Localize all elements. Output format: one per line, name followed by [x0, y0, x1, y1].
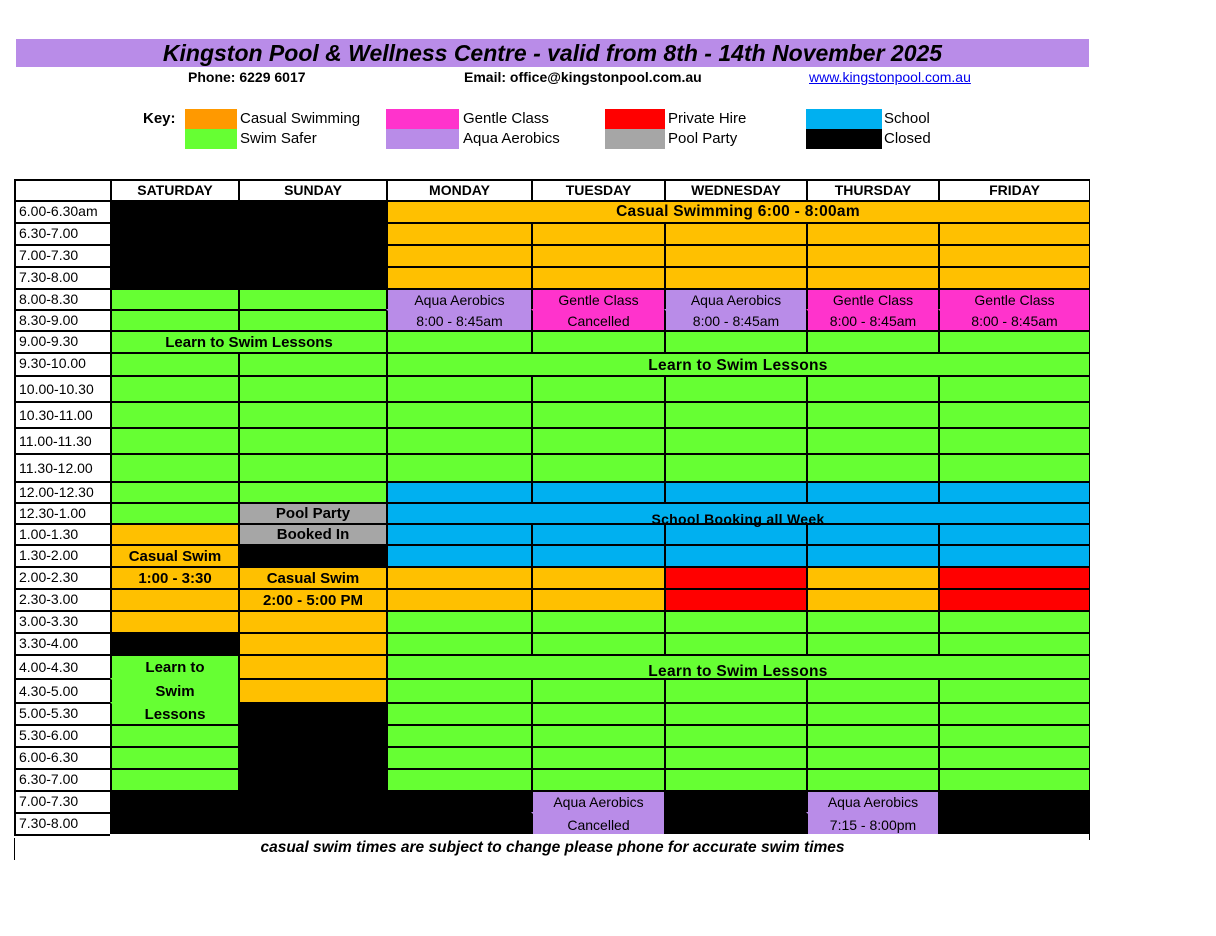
slot-swim-lessons	[531, 427, 664, 453]
header-corner	[14, 179, 110, 200]
slot-swim-lessons	[238, 453, 386, 481]
slot-swim-lessons	[664, 632, 806, 654]
saturday-learn-pm-line3: Lessons	[110, 702, 238, 724]
time-label: 2.00-2.30	[14, 566, 110, 588]
time-label: 4.30-5.00	[14, 678, 110, 702]
saturday-casual-swim-label: Casual Swim	[110, 544, 238, 566]
slot-casual-swim	[806, 244, 938, 266]
slot-casual-swim	[238, 678, 386, 702]
slot-swim-lessons	[238, 352, 386, 375]
slot-swim-lessons	[806, 702, 938, 724]
time-label: 7.30-8.00	[14, 812, 110, 834]
slot-swim-lessons	[110, 401, 238, 427]
time-label: 9.00-9.30	[14, 330, 110, 352]
slot-private-hire	[938, 566, 1089, 588]
key-swatch-gentle-class	[386, 109, 459, 129]
slot-swim-lessons	[238, 375, 386, 401]
slot-swim-lessons	[938, 632, 1089, 654]
slot-closed	[238, 200, 386, 288]
slot-casual-swim	[238, 654, 386, 678]
slot-swim-lessons	[806, 401, 938, 427]
footer-note: casual swim times are subject to change please phone for accurate swim times	[260, 839, 845, 856]
time-label: 12.00-12.30	[14, 481, 110, 502]
slot-casual-swim	[110, 610, 238, 632]
time-label: 1.00-1.30	[14, 523, 110, 544]
slot-casual-swim	[386, 222, 531, 244]
tuesday-pm-class-name: Aqua Aerobics	[531, 790, 664, 812]
slot-swim-lessons	[110, 288, 238, 309]
slot-swim-lessons	[110, 453, 238, 481]
time-label: 3.30-4.00	[14, 632, 110, 654]
tuesday-am-class-status: Cancelled	[531, 309, 664, 330]
slot-closed	[386, 790, 531, 834]
day-header-wednesday: WEDNESDAY	[664, 179, 806, 200]
slot-swim-lessons	[238, 481, 386, 502]
thursday-am-class-time: 8:00 - 8:45am	[806, 309, 938, 330]
slot-swim-lessons	[110, 746, 238, 768]
saturday-learn-to-swim-label: Learn to Swim Lessons	[110, 330, 386, 352]
time-label: 6.30-7.00	[14, 768, 110, 790]
slot-swim-lessons	[110, 375, 238, 401]
slot-swim-lessons	[664, 330, 806, 352]
key-swatch-school	[806, 109, 882, 129]
slot-swim-lessons	[938, 746, 1089, 768]
slot-swim-lessons	[806, 768, 938, 790]
slot-swim-lessons	[806, 453, 938, 481]
time-label: 12.30-1.00	[14, 502, 110, 523]
slot-swim-lessons	[386, 453, 531, 481]
phone-text: Phone: 6229 6017	[188, 69, 306, 85]
day-header-sunday: SUNDAY	[238, 179, 386, 200]
time-label: 6.00-6.30	[14, 746, 110, 768]
slot-swim-lessons	[664, 724, 806, 746]
slot-swim-lessons	[806, 330, 938, 352]
time-label: 7.00-7.30	[14, 790, 110, 812]
slot-swim-lessons	[110, 481, 238, 502]
slot-swim-lessons	[386, 610, 531, 632]
slot-closed	[238, 702, 386, 834]
slot-swim-lessons	[664, 427, 806, 453]
slot-casual-swim	[386, 588, 531, 610]
slot-swim-lessons	[938, 375, 1089, 401]
slot-swim-lessons	[531, 768, 664, 790]
slot-casual-swim	[806, 566, 938, 588]
time-label: 8.30-9.00	[14, 309, 110, 330]
slot-private-hire	[664, 588, 806, 610]
slot-casual-swim	[238, 610, 386, 632]
slot-swim-lessons	[238, 288, 386, 309]
key-label-gentle-class: Gentle Class	[463, 110, 549, 127]
key-swatch-casual-swimming	[185, 109, 237, 129]
time-label: 11.00-11.30	[14, 427, 110, 453]
slot-swim-lessons	[664, 768, 806, 790]
slot-swim-lessons	[664, 375, 806, 401]
slot-swim-lessons	[386, 702, 531, 724]
key-swatch-pool-party	[605, 129, 665, 149]
key-label-casual-swimming: Casual Swimming	[240, 110, 361, 127]
time-label: 8.00-8.30	[14, 288, 110, 309]
thursday-pm-class-name: Aqua Aerobics	[806, 790, 938, 812]
slot-casual-swim	[664, 222, 806, 244]
slot-swim-lessons	[806, 724, 938, 746]
key-swatch-aqua-aerobics	[386, 129, 459, 149]
slot-swim-lessons	[938, 610, 1089, 632]
slot-swim-lessons	[806, 375, 938, 401]
slot-school	[531, 481, 664, 502]
sunday-casual-swim-time: 2:00 - 5:00 PM	[238, 588, 386, 610]
slot-casual-swim	[531, 566, 664, 588]
learn-to-swim-pm-banner: Learn to Swim Lessons	[648, 663, 828, 680]
slot-swim-lessons	[664, 702, 806, 724]
slot-swim-lessons	[806, 632, 938, 654]
learn-to-swim-am-banner: Learn to Swim Lessons	[648, 357, 828, 374]
slot-swim-lessons	[806, 746, 938, 768]
slot-swim-lessons	[386, 724, 531, 746]
key-label-pool-party: Pool Party	[668, 130, 738, 147]
slot-school	[664, 544, 806, 566]
slot-swim-lessons	[238, 401, 386, 427]
slot-swim-lessons	[531, 453, 664, 481]
monday-am-class-time: 8:00 - 8:45am	[386, 309, 531, 330]
website-link[interactable]: www.kingstonpool.com.au	[809, 69, 971, 85]
slot-swim-lessons	[664, 610, 806, 632]
slot-swim-lessons	[664, 401, 806, 427]
slot-swim-lessons	[386, 427, 531, 453]
key-label-swim-safer: Swim Safer	[240, 130, 317, 147]
thursday-am-class-name: Gentle Class	[806, 288, 938, 309]
time-label: 5.30-6.00	[14, 724, 110, 746]
slot-closed	[110, 200, 238, 288]
time-label: 9.30-10.00	[14, 352, 110, 375]
slot-swim-lessons	[531, 746, 664, 768]
friday-am-class-name: Gentle Class	[938, 288, 1089, 309]
slot-school	[806, 481, 938, 502]
key-label-school: School	[884, 110, 930, 127]
slot-casual-swim	[938, 222, 1089, 244]
slot-swim-lessons	[386, 401, 531, 427]
slot-swim-lessons	[806, 610, 938, 632]
tuesday-am-class-name: Gentle Class	[531, 288, 664, 309]
casual-morning-banner: Casual Swimming 6:00 - 8:00am	[616, 203, 860, 220]
slot-casual-swim	[531, 244, 664, 266]
time-label: 1.30-2.00	[14, 544, 110, 566]
slot-swim-lessons	[938, 724, 1089, 746]
slot-casual-swim	[238, 632, 386, 654]
slot-swim-lessons	[531, 632, 664, 654]
saturday-casual-swim-time: 1:00 - 3:30	[110, 566, 238, 588]
slot-closed	[938, 790, 1089, 834]
slot-swim-lessons	[386, 746, 531, 768]
key-title: Key:	[143, 110, 176, 127]
tuesday-pm-class-status: Cancelled	[531, 812, 664, 834]
timetable	[14, 179, 1090, 840]
key-label-private-hire: Private Hire	[668, 110, 747, 127]
slot-school	[938, 544, 1089, 566]
time-label: 11.30-12.00	[14, 453, 110, 481]
saturday-learn-pm-line1: Learn to	[110, 654, 238, 678]
slot-casual-swim	[531, 266, 664, 288]
slot-swim-lessons	[531, 610, 664, 632]
slot-closed	[110, 632, 238, 654]
slot-swim-lessons	[386, 632, 531, 654]
sunday-pool-party-label: Pool Party	[238, 502, 386, 523]
key-swatch-private-hire	[605, 109, 665, 129]
time-label: 4.00-4.30	[14, 654, 110, 678]
slot-casual-swim	[938, 266, 1089, 288]
slot-casual-swim	[531, 222, 664, 244]
slot-swim-lessons	[531, 401, 664, 427]
saturday-learn-pm-line2: Swim	[110, 678, 238, 702]
slot-casual-swim	[531, 588, 664, 610]
time-label: 7.30-8.00	[14, 266, 110, 288]
time-label: 3.00-3.30	[14, 610, 110, 632]
sunday-pool-party-status: Booked In	[238, 523, 386, 544]
slot-swim-lessons	[531, 375, 664, 401]
key-swatch-closed	[806, 129, 882, 149]
key-label-closed: Closed	[884, 130, 931, 147]
slot-closed	[110, 790, 238, 834]
slot-school	[386, 481, 531, 502]
slot-casual-swim	[806, 588, 938, 610]
slot-swim-lessons	[664, 746, 806, 768]
time-label: 6.30-7.00	[14, 222, 110, 244]
day-header-saturday: SATURDAY	[110, 179, 238, 200]
slot-swim-lessons	[110, 502, 238, 523]
slot-swim-lessons	[238, 309, 386, 330]
slot-school	[938, 481, 1089, 502]
slot-private-hire	[938, 588, 1089, 610]
time-label: 6.00-6.30am	[14, 200, 110, 222]
thursday-pm-class-time: 7:15 - 8:00pm	[806, 812, 938, 834]
slot-swim-lessons	[806, 427, 938, 453]
time-label: 5.00-5.30	[14, 702, 110, 724]
slot-school	[531, 544, 664, 566]
slot-casual-swim	[110, 588, 238, 610]
wednesday-am-class-time: 8:00 - 8:45am	[664, 309, 806, 330]
day-header-tuesday: TUESDAY	[531, 179, 664, 200]
slot-closed	[238, 544, 386, 566]
page-title: Kingston Pool & Wellness Centre - valid from 8th - 14th November 2025	[162, 40, 943, 66]
slot-casual-swim	[806, 222, 938, 244]
slot-swim-lessons	[386, 330, 531, 352]
slot-swim-lessons	[386, 375, 531, 401]
slot-casual-swim	[664, 266, 806, 288]
time-label: 2.30-3.00	[14, 588, 110, 610]
slot-swim-lessons	[938, 427, 1089, 453]
slot-swim-lessons	[938, 453, 1089, 481]
email-text: Email: office@kingstonpool.com.au	[464, 69, 702, 85]
slot-swim-lessons	[938, 401, 1089, 427]
slot-school	[664, 481, 806, 502]
slot-swim-lessons	[110, 724, 238, 746]
day-header-monday: MONDAY	[386, 179, 531, 200]
slot-casual-swim	[386, 244, 531, 266]
slot-closed	[664, 790, 806, 834]
slot-casual-swim	[664, 244, 806, 266]
slot-swim-lessons	[938, 702, 1089, 724]
slot-swim-lessons	[531, 724, 664, 746]
slot-swim-lessons	[938, 768, 1089, 790]
slot-casual-swim	[386, 566, 531, 588]
slot-swim-lessons	[386, 768, 531, 790]
time-label: 10.00-10.30	[14, 375, 110, 401]
slot-swim-lessons	[110, 427, 238, 453]
slot-swim-lessons	[110, 309, 238, 330]
left-rule	[14, 838, 15, 860]
key-label-aqua-aerobics: Aqua Aerobics	[463, 130, 560, 147]
key-swatch-swim-safer	[185, 129, 237, 149]
day-header-thursday: THURSDAY	[806, 179, 938, 200]
slot-swim-lessons	[110, 768, 238, 790]
monday-am-class-name: Aqua Aerobics	[386, 288, 531, 309]
slot-casual-swim	[806, 266, 938, 288]
slot-school	[386, 544, 531, 566]
slot-swim-lessons	[531, 702, 664, 724]
sunday-casual-swim-label: Casual Swim	[238, 566, 386, 588]
school-booking-banner: School Booking all Week	[651, 511, 825, 527]
friday-am-class-time: 8:00 - 8:45am	[938, 309, 1089, 330]
slot-swim-lessons	[664, 453, 806, 481]
slot-casual-swim	[110, 523, 238, 544]
slot-swim-lessons	[531, 330, 664, 352]
slot-casual-swim	[938, 244, 1089, 266]
slot-swim-lessons	[238, 427, 386, 453]
day-header-friday: FRIDAY	[938, 179, 1089, 200]
slot-school	[806, 544, 938, 566]
slot-private-hire	[664, 566, 806, 588]
slot-swim-lessons	[938, 330, 1089, 352]
time-label: 7.00-7.30	[14, 244, 110, 266]
slot-casual-swim	[386, 266, 531, 288]
wednesday-am-class-name: Aqua Aerobics	[664, 288, 806, 309]
slot-swim-lessons	[110, 352, 238, 375]
time-label: 10.30-11.00	[14, 401, 110, 427]
